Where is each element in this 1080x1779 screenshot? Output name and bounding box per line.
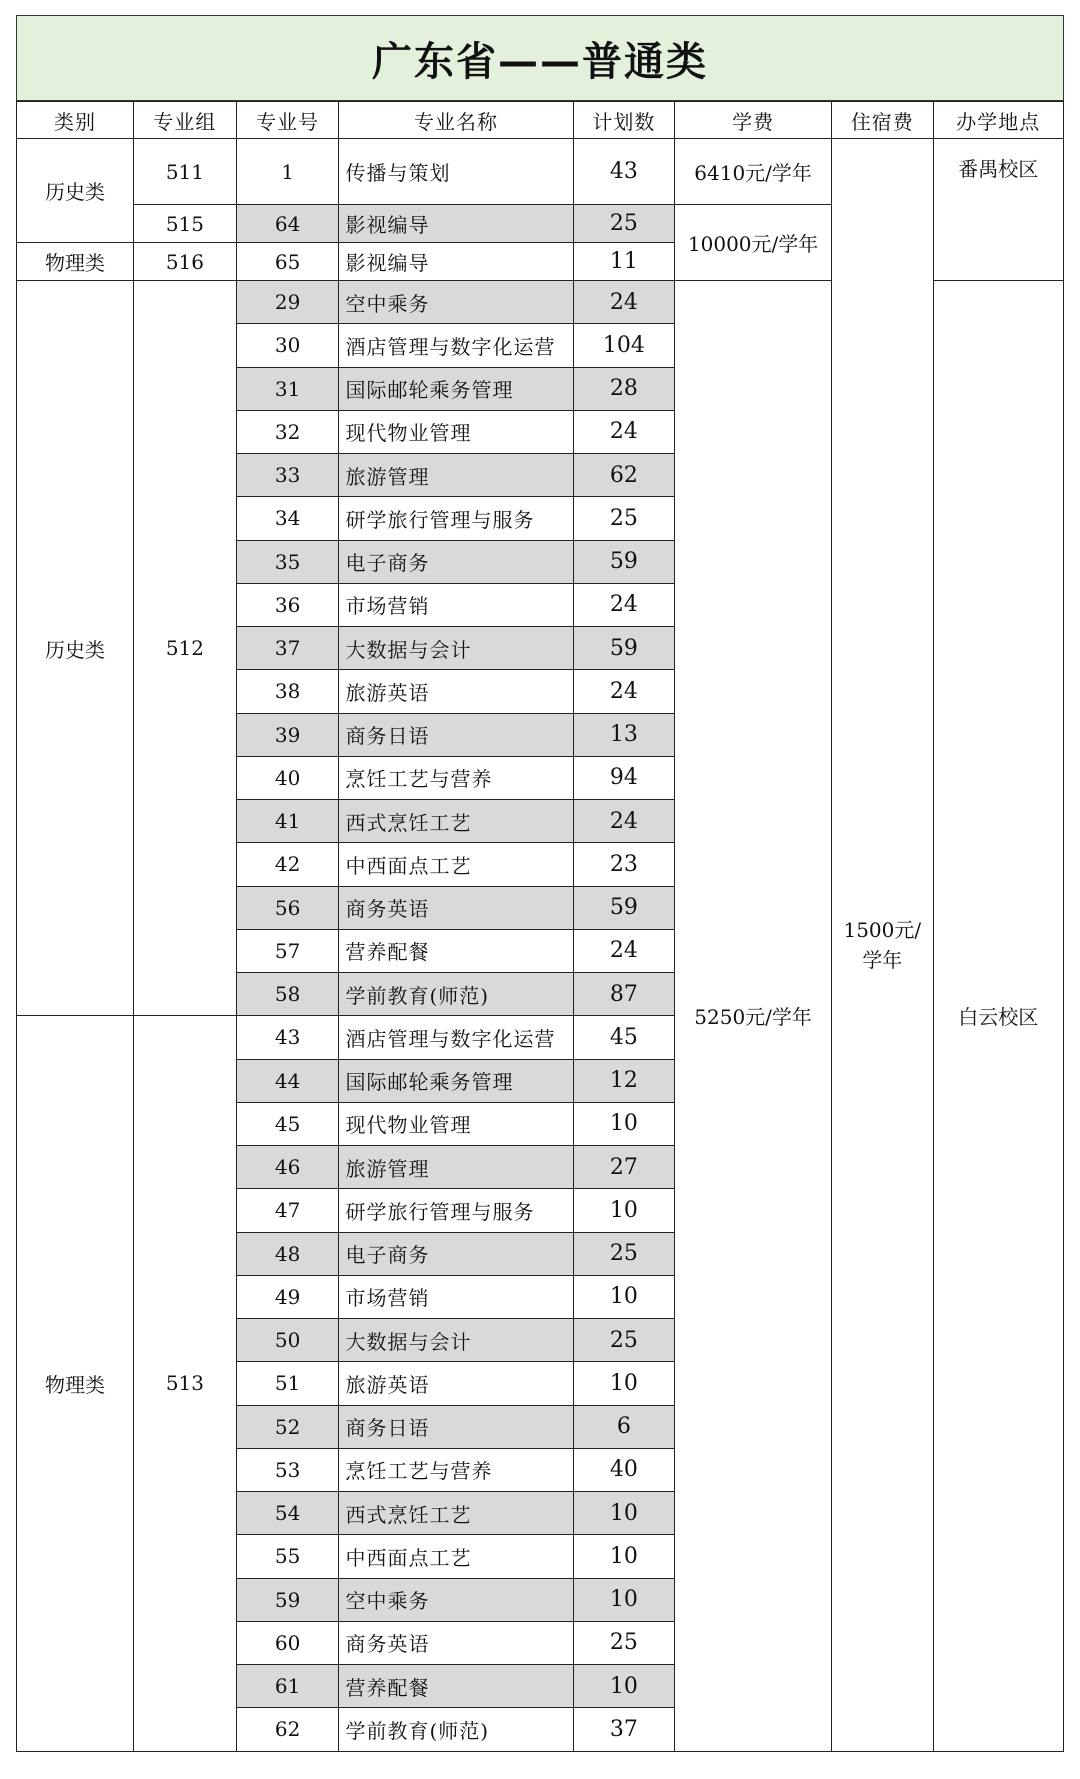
major-no-cell: 31 [236, 367, 339, 410]
header-major-no: 专业号 [236, 102, 339, 139]
plan-count-cell: 40 [573, 1448, 675, 1491]
plan-count-cell: 25 [573, 1621, 675, 1664]
major-no-cell: 34 [236, 497, 339, 540]
major-name-cell: 电子商务 [339, 1232, 573, 1275]
major-no-cell: 62 [236, 1708, 339, 1751]
major-no-cell: 33 [236, 454, 339, 497]
plan-count-cell: 45 [573, 1016, 675, 1059]
plan-count-cell: 25 [573, 497, 675, 540]
plan-count-cell: 24 [573, 583, 675, 626]
admission-plan-table [16, 101, 1064, 1752]
plan-count-cell: 37 [573, 1708, 675, 1751]
plan-count-cell: 11 [573, 243, 675, 281]
major-name-cell: 旅游管理 [339, 1146, 573, 1189]
major-name-cell: 营养配餐 [339, 1665, 573, 1708]
plan-count-cell: 12 [573, 1059, 675, 1102]
major-no-cell: 48 [236, 1232, 339, 1275]
plan-count-cell: 13 [573, 713, 675, 756]
major-name-cell: 市场营销 [339, 583, 573, 626]
plan-count-cell: 10 [573, 1102, 675, 1145]
major-no-cell: 39 [236, 713, 339, 756]
major-name-cell: 空中乘务 [339, 281, 573, 324]
major-name-cell: 商务英语 [339, 886, 573, 929]
major-name-cell: 大数据与会计 [339, 1319, 573, 1362]
major-name-cell: 影视编导 [339, 243, 573, 281]
page-title: 广东省——普通类 [16, 15, 1064, 101]
plan-count-cell: 6 [573, 1405, 675, 1448]
major-no-cell: 50 [236, 1319, 339, 1362]
header-dorm-fee: 住宿费 [832, 102, 934, 139]
major-no-cell: 29 [236, 281, 339, 324]
major-name-cell: 商务日语 [339, 713, 573, 756]
major-no-cell: 58 [236, 973, 339, 1016]
major-name-cell: 旅游英语 [339, 1362, 573, 1405]
header-category: 类别 [17, 102, 134, 139]
major-name-cell: 国际邮轮乘务管理 [339, 367, 573, 410]
major-no-cell: 44 [236, 1059, 339, 1102]
tuition-cell: 6410元/学年 [675, 139, 832, 205]
plan-count-cell: 94 [573, 756, 675, 799]
category-cell: 物理类 [17, 243, 134, 281]
plan-count-cell: 59 [573, 886, 675, 929]
major-no-cell: 51 [236, 1362, 339, 1405]
header-tuition: 学费 [675, 102, 832, 139]
plan-count-cell: 10 [573, 1492, 675, 1535]
plan-count-cell: 10 [573, 1578, 675, 1621]
major-name-cell: 中西面点工艺 [339, 843, 573, 886]
major-name-cell: 酒店管理与数字化运营 [339, 324, 573, 367]
major-name-cell: 大数据与会计 [339, 627, 573, 670]
plan-count-cell: 59 [573, 540, 675, 583]
category-cell: 历史类 [17, 281, 134, 1016]
major-name-cell: 传播与策划 [339, 139, 573, 205]
location-cell: 白云校区 [933, 281, 1063, 1752]
major-name-cell: 现代物业管理 [339, 410, 573, 453]
plan-count-cell: 24 [573, 929, 675, 972]
major-no-cell: 40 [236, 756, 339, 799]
plan-count-cell: 27 [573, 1146, 675, 1189]
major-name-cell: 影视编导 [339, 205, 573, 243]
major-name-cell: 西式烹饪工艺 [339, 800, 573, 843]
major-no-cell: 30 [236, 324, 339, 367]
plan-count-cell: 62 [573, 454, 675, 497]
major-no-cell: 61 [236, 1665, 339, 1708]
major-name-cell: 现代物业管理 [339, 1102, 573, 1145]
header-major-name: 专业名称 [339, 102, 573, 139]
major-name-cell: 酒店管理与数字化运营 [339, 1016, 573, 1059]
plan-count-cell: 25 [573, 1319, 675, 1362]
group-cell: 511 [134, 139, 237, 205]
major-name-cell: 西式烹饪工艺 [339, 1492, 573, 1535]
major-no-cell: 64 [236, 205, 339, 243]
group-cell: 516 [134, 243, 237, 281]
plan-count-cell: 10 [573, 1189, 675, 1232]
major-no-cell: 56 [236, 886, 339, 929]
major-name-cell: 研学旅行管理与服务 [339, 1189, 573, 1232]
major-no-cell: 46 [236, 1146, 339, 1189]
major-name-cell: 烹饪工艺与营养 [339, 1448, 573, 1491]
major-no-cell: 54 [236, 1492, 339, 1535]
major-no-cell: 36 [236, 583, 339, 626]
major-name-cell: 学前教育(师范) [339, 973, 573, 1016]
category-cell: 物理类 [17, 1016, 134, 1751]
header-group: 专业组 [134, 102, 237, 139]
major-name-cell: 电子商务 [339, 540, 573, 583]
plan-count-cell: 24 [573, 281, 675, 324]
major-name-cell: 空中乘务 [339, 1578, 573, 1621]
major-no-cell: 1 [236, 139, 339, 205]
tuition-cell: 5250元/学年 [675, 281, 832, 1752]
major-no-cell: 41 [236, 800, 339, 843]
major-no-cell: 42 [236, 843, 339, 886]
plan-count-cell: 10 [573, 1362, 675, 1405]
plan-count-cell: 23 [573, 843, 675, 886]
major-no-cell: 53 [236, 1448, 339, 1491]
plan-count-cell: 104 [573, 324, 675, 367]
header-location: 办学地点 [933, 102, 1063, 139]
plan-count-cell: 25 [573, 205, 675, 243]
major-no-cell: 43 [236, 1016, 339, 1059]
major-name-cell: 商务日语 [339, 1405, 573, 1448]
tuition-cell: 10000元/学年 [675, 205, 832, 281]
major-name-cell: 商务英语 [339, 1621, 573, 1664]
major-name-cell: 营养配餐 [339, 929, 573, 972]
major-no-cell: 65 [236, 243, 339, 281]
admission-plan-sheet [16, 15, 1064, 1761]
plan-count-cell: 24 [573, 670, 675, 713]
major-no-cell: 35 [236, 540, 339, 583]
major-name-cell: 研学旅行管理与服务 [339, 497, 573, 540]
major-no-cell: 60 [236, 1621, 339, 1664]
plan-count-cell: 43 [573, 139, 675, 205]
major-no-cell: 37 [236, 627, 339, 670]
plan-count-cell: 59 [573, 627, 675, 670]
header-row [17, 102, 1064, 139]
major-name-cell: 烹饪工艺与营养 [339, 756, 573, 799]
plan-count-cell: 10 [573, 1535, 675, 1578]
major-name-cell: 学前教育(师范) [339, 1708, 573, 1751]
header-plan-count: 计划数 [573, 102, 675, 139]
group-cell: 512 [134, 281, 237, 1016]
major-name-cell: 国际邮轮乘务管理 [339, 1059, 573, 1102]
plan-count-cell: 87 [573, 973, 675, 1016]
major-name-cell: 市场营销 [339, 1275, 573, 1318]
major-no-cell: 59 [236, 1578, 339, 1621]
plan-count-cell: 28 [573, 367, 675, 410]
dorm-fee-cell: 1500元/学年 [832, 139, 934, 1752]
plan-count-cell: 24 [573, 410, 675, 453]
major-no-cell: 45 [236, 1102, 339, 1145]
major-no-cell: 49 [236, 1275, 339, 1318]
table-row [17, 139, 1064, 205]
plan-count-cell: 10 [573, 1665, 675, 1708]
plan-count-cell: 24 [573, 800, 675, 843]
major-name-cell: 旅游管理 [339, 454, 573, 497]
location-cell: 番禺校区 [933, 139, 1063, 281]
major-no-cell: 38 [236, 670, 339, 713]
major-no-cell: 32 [236, 410, 339, 453]
major-no-cell: 47 [236, 1189, 339, 1232]
group-cell: 513 [134, 1016, 237, 1751]
plan-count-cell: 10 [573, 1275, 675, 1318]
major-no-cell: 57 [236, 929, 339, 972]
major-no-cell: 55 [236, 1535, 339, 1578]
group-cell: 515 [134, 205, 237, 243]
major-name-cell: 中西面点工艺 [339, 1535, 573, 1578]
major-no-cell: 52 [236, 1405, 339, 1448]
plan-count-cell: 25 [573, 1232, 675, 1275]
category-cell: 历史类 [17, 139, 134, 243]
major-name-cell: 旅游英语 [339, 670, 573, 713]
